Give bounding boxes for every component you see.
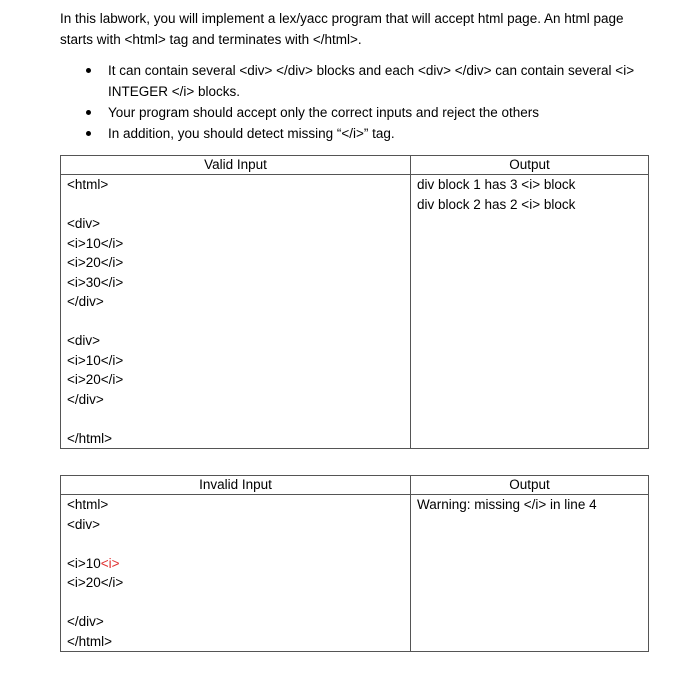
invalid-input-table [60,475,649,652]
code-line: <html> [67,177,109,192]
code-line [67,534,404,554]
output-line: div block 2 has 2 <i> block [417,196,576,212]
code-line: <i>20</i> [67,575,124,590]
requirements-list [60,60,660,144]
invalid-output-cell [411,495,649,652]
valid-input-table [60,155,649,449]
code-line: <i>20</i> [67,255,124,270]
valid-input-header: Valid Input [61,156,411,175]
bullet-item: It can contain several <div> </div> blocks and each <div> </div> can contain several <i> INTEGER </i> blocks. [108,60,660,102]
valid-output-cell [411,175,649,449]
code-line: <div> [67,516,101,532]
code-line: </html> [67,633,113,649]
code-line [67,195,404,215]
invalid-input-header: Invalid Input [61,476,411,495]
code-line: <html> [67,497,109,512]
code-line [67,593,404,613]
code-line [67,312,404,332]
code-line: <i>30</i> [67,274,124,290]
bullet-icon [86,131,91,136]
bullet-item: In addition, you should detect missing “</i>” tag. [108,123,660,144]
code-line: <i>10</i> [67,352,124,368]
output-line: div block 1 has 3 <i> block [417,177,576,192]
code-line: </html> [67,430,113,446]
code-line: <div> [67,333,101,348]
valid-output-header: Output [411,156,649,175]
unclosed-tag-highlight: <i> [100,555,120,571]
bullet-icon [86,68,91,73]
code-line: <i>10</i> [67,235,124,251]
code-line: </div> [67,294,104,309]
invalid-input-cell [61,495,411,652]
bullet-icon [86,110,91,115]
instructions [60,8,660,144]
code-line: <i>10<i> [67,555,120,571]
code-line: <i>20</i> [67,372,124,387]
bullet-item: Your program should accept only the correct inputs and reject the others [108,102,660,123]
intro-paragraph: In this labwork, you will implement a lex/yacc program that will accept html page. An html page starts with <html> tag and terminates with </html>. [60,11,624,47]
code-line [67,409,404,429]
code-line: </div> [67,391,104,407]
output-line: Warning: missing </i> in line 4 [417,497,597,512]
code-line: </div> [67,614,104,629]
code-line: <div> [67,216,101,231]
invalid-output-header: Output [411,476,649,495]
valid-input-cell [61,175,411,449]
